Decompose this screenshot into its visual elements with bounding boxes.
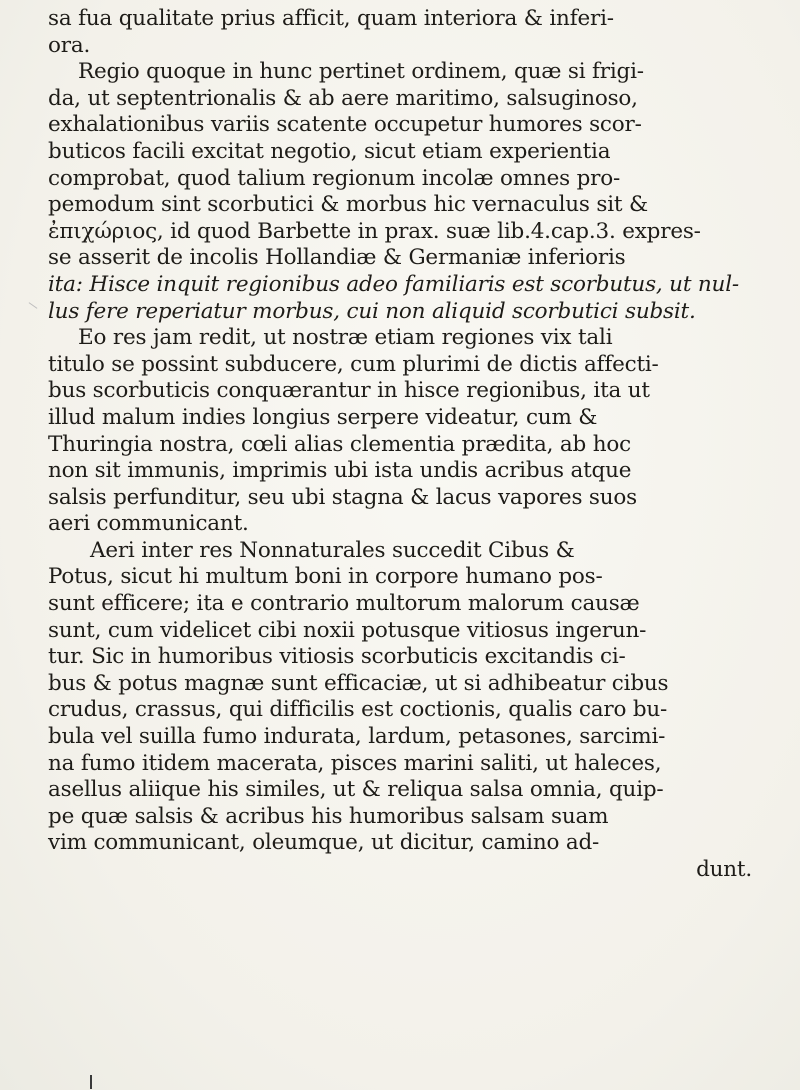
text-line: Potus, sicut hi multum boni in corpore humano pos- [48, 564, 603, 590]
text-line: tur. Sic in humoribus vitiosis scorbuticis excitandis ci- [48, 644, 626, 670]
text-line: sunt efficere; ita e contrario multorum malorum causæ [48, 591, 640, 617]
text-line: na fumo itidem macerata, pisces marini saliti, ut haleces, [48, 750, 662, 776]
text-line: se asserit de incolis Hollandiæ & Germaniæ inferioris [48, 245, 626, 271]
text-line: titulo se possint subducere, cum plurimi de dictis affecti- [48, 351, 659, 377]
text-line: bula vel suilla fumo indurata, lardum, petasones, sarcimi- [48, 724, 666, 750]
body-text [48, 6, 768, 884]
text-line: crudus, crassus, qui difficilis est coctionis, qualis caro bu- [48, 697, 668, 723]
text-line: pe quæ salsis & acribus his humoribus salsam suam [48, 803, 609, 829]
text-line: Regio quoque in hunc pertinet ordinem, quæ si frigi- [78, 59, 644, 85]
text-line: sa fua qualitate prius afficit, quam interiora & inferi- [48, 6, 614, 31]
text-line: bus & potus magnæ sunt efficaciæ, ut si adhibeatur cibus [48, 670, 669, 696]
text-line: buticos facili excitat negotio, sicut etiam experientia [48, 138, 611, 164]
text-line: pemodum sint scorbutici & morbus hic vernaculus sit & [48, 192, 648, 218]
text-line: non sit immunis, imprimis ubi ista undis acribus atque [48, 458, 632, 484]
text-line: vim communicant, oleumque, ut dicitur, camino ad- [48, 830, 600, 856]
text-line: ἐπιχώριος, id quod Barbette in prax. suæ lib.4.cap.3. expres- [48, 218, 701, 244]
text-line: Eo res jam redit, ut nostræ etiam regiones vix tali [78, 325, 613, 351]
text-line: aeri communicant. [48, 511, 249, 537]
text-line: salsis perfunditur, seu ubi stagna & lacus vapores suos [48, 484, 637, 510]
text-line: sunt, cum videlicet cibi noxii potusque vitiosus ingerun- [48, 617, 647, 643]
text-line: ita: Hisce inquit regionibus adeo familiaris est scorbutus, ut nul- [48, 271, 739, 297]
text-line: asellus aliique his similes, ut & reliqua salsa omnia, quip- [48, 777, 664, 803]
text-line: comprobat, quod talium regionum incolæ omnes pro- [48, 165, 621, 191]
text-line: Thuringia nostra, cœli alias clementia prædita, ab hoc [48, 431, 631, 457]
margin-mark [90, 1075, 92, 1089]
text-line: da, ut septentrionalis & ab aere maritimo, salsuginoso, [48, 85, 638, 111]
text-line: exhalationibus variis scatente occupetur humores scor- [48, 112, 642, 138]
text-line: bus scorbuticis conquærantur in hisce regionibus, ita ut [48, 378, 650, 404]
text-line: illud malum indies longius serpere videatur, cum & [48, 404, 598, 430]
text-line: Aeri inter res Nonnaturales succedit Cibus & [90, 537, 575, 563]
text-line: ora. [48, 32, 91, 58]
catchword: dunt. [696, 857, 752, 882]
text-line: lus fere reperiatur morbus, cui non aliquid scorbutici subsit. [48, 298, 696, 324]
margin-stroke [29, 302, 38, 309]
